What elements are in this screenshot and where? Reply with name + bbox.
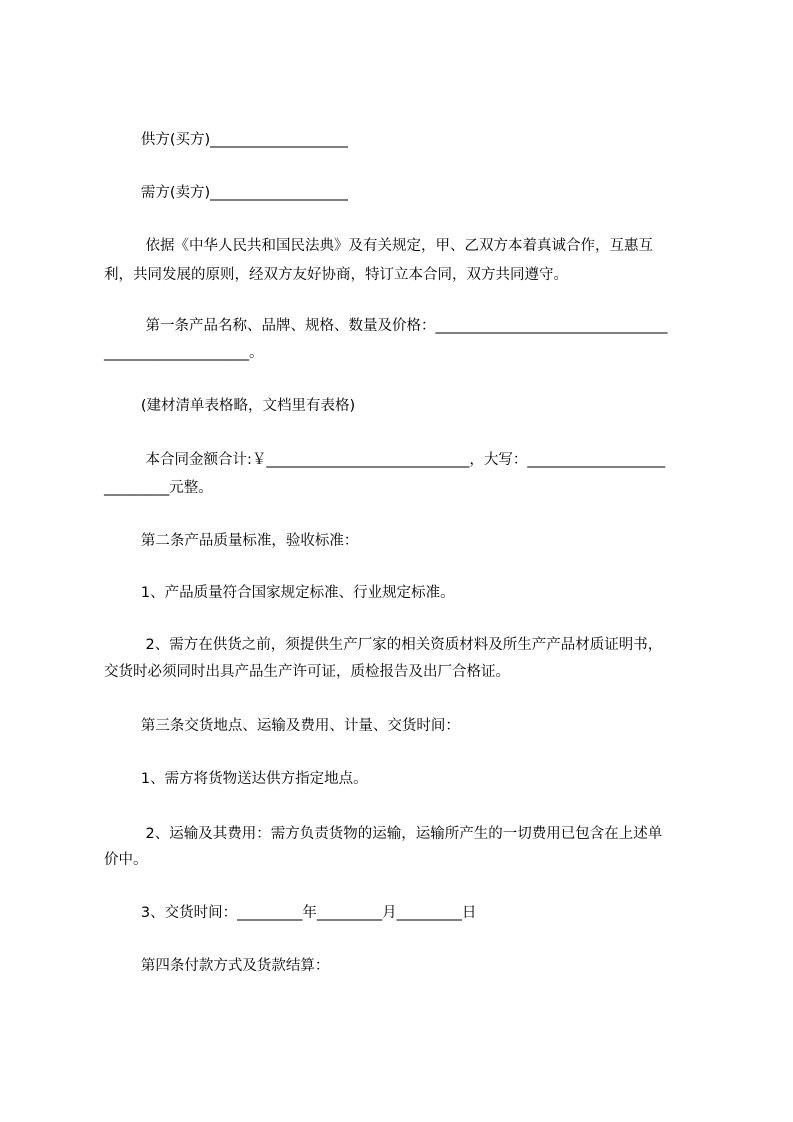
article-2-item-2-line-2: 交货时必须同时出具产品生产许可证，质检报告及出厂合格证。 <box>104 664 510 680</box>
article-2-item-1: 1、产品质量符合国家规定标准、行业规定标准。 <box>104 585 455 601</box>
contract-total-line-2: _________元整。 <box>104 480 213 496</box>
article-2-item-2-line-1: 2、需方在供货之前，须提供生产厂家的相关资质材料及所生产产品材质证明书， <box>104 637 663 653</box>
contract-total-line-1: 本合同金额合计:￥____________________________，大写：___________________ <box>104 452 666 468</box>
article-3-item-2-line-2: 价中。 <box>104 852 148 868</box>
material-list-note: (建材清单表格略，文档里有表格) <box>104 398 356 414</box>
article-4-heading: 第四条付款方式及货款结算： <box>104 958 330 974</box>
supplier-buyer-line: 供方(买方)___________________ <box>104 132 348 148</box>
article-3-heading: 第三条交货地点、运输及费用、计量、交货时间： <box>104 718 460 734</box>
article-3-item-1: 1、需方将货物送达供方指定地点。 <box>104 771 368 787</box>
article-3-item-3: 3、交货时间：_________年_________月_________日 <box>104 905 477 921</box>
article-3-item-2-line-1: 2、运输及其费用：需方负责货物的运输，运输所产生的一切费用已包含在上述单 <box>104 826 663 842</box>
article-1-line-1: 第一条产品名称、品牌、规格、数量及价格：________________________________ <box>104 318 668 334</box>
preamble-line-1: 依据《中华人民共和国民法典》及有关规定，甲、乙双方本着真诚合作，互惠互 <box>104 238 653 254</box>
article-1-line-2: ____________________。 <box>104 345 264 361</box>
preamble-line-2: 利，共同发展的原则，经双方友好协商，特订立本合同，双方共同遵守。 <box>104 267 568 283</box>
article-2-heading: 第二条产品质量标准，验收标准： <box>104 533 359 549</box>
demander-seller-line: 需方(卖方)___________________ <box>104 185 348 201</box>
